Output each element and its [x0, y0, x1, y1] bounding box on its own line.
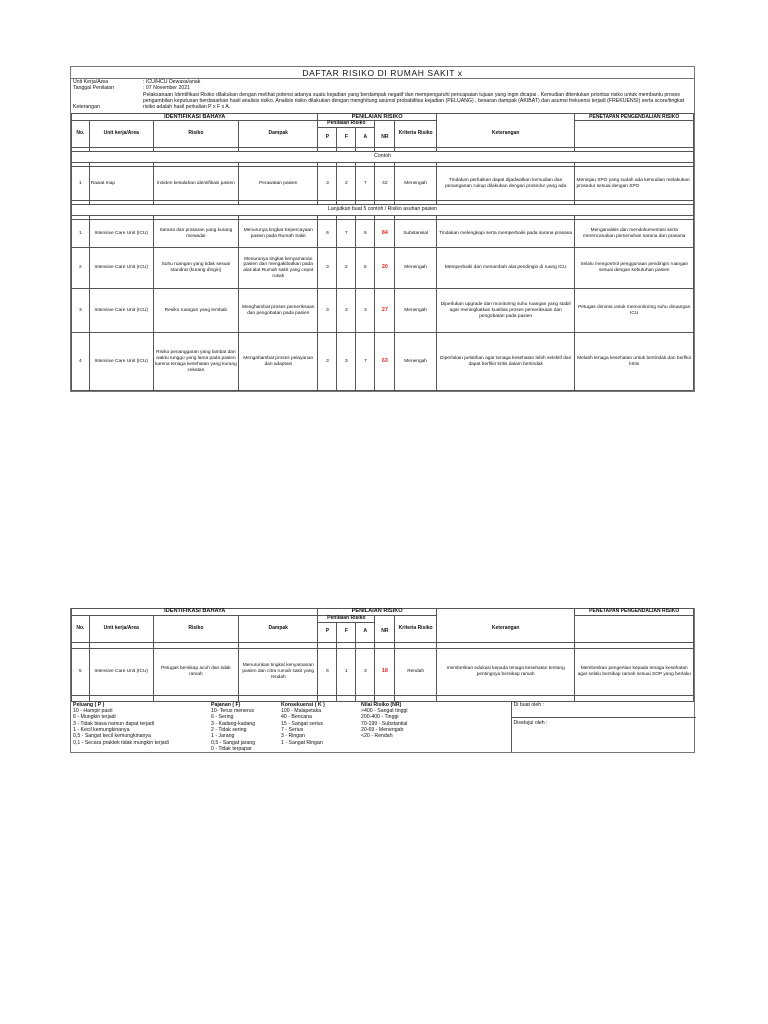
- header-penetapan: PENETAPAN PENGENDALIAN RISIKO: [575, 114, 694, 121]
- header-p: P: [318, 622, 337, 642]
- signoff: [511, 702, 696, 752]
- table-row: 4 Intensive Care Unit (ICU) Risiko penanggaran yang lambat dan waktu tunggu yang lama pada pasien karena tenaga kesehatan yang kurang cekatan Mengahambat proses pelayanan dan adaptasi 3 3 7 63 Menengah Diperlukan pelatihan agar tenaga kesehatan lebih selektif dan dapat berfikir kritis dalam bertindak Melatih tenaga kesehatan untuk bertindak dan berfikir kritis: [72, 333, 694, 391]
- header-identifikasi: IDENTIFIKASI BAHAYA: [72, 609, 318, 616]
- header-unit: Unit kerja/Area: [89, 616, 153, 643]
- document-title: DAFTAR RISIKO DI RUMAH SAKIT x: [71, 67, 694, 79]
- header-penilaian-sub: Penilaian Risiko: [318, 616, 375, 623]
- legend-nilai-risiko: Nilai Risiko (NR) >400 - Sangat tinggi 200-400 - Tinggi 70-199 - Substantial 20-69 - Menengah <20 - Rendah: [361, 701, 408, 740]
- risk-register-sheet-2: [70, 608, 695, 753]
- meta-date: Tanggal Penilaian : 07 November 2021: [73, 85, 191, 92]
- header-kriteria: Kriteria Risiko: [395, 616, 436, 643]
- table-row: 2 Intensive Care Unit (ICU) Suhu ruangan yang tidak sesuai standrat (kurang dingin) Menurunya tingkat kenyamanan pasien dan mengakibatkan pada alat-alat Rumah sakit yang cepat rusak 3 2 5 20 Menengah Memperbaiki dan menambah alat pendingin di ruang ICU Selalu mengontrol penggunaan pendingin ruangan sesuai dengan kebutuhan pasien: [72, 248, 694, 289]
- header-dampak: Dampak: [239, 616, 318, 643]
- header-a: A: [356, 128, 375, 148]
- header-risiko: Risiko: [153, 121, 238, 148]
- header-nr: NR: [375, 128, 395, 148]
- header-keterangan: Keterangan: [436, 121, 575, 148]
- section-lanjutkan: Lanjutkan buat 5 contoh / Risiko asuhan pasien: [72, 205, 694, 216]
- document-meta: [71, 79, 694, 113]
- header-penilaian-sub: Penilaian Risiko: [318, 121, 375, 128]
- header-no: No.: [72, 616, 90, 643]
- header-no: No.: [72, 121, 90, 148]
- nr-value: 20: [375, 248, 395, 289]
- legend-table: [71, 702, 696, 752]
- nr-value: 27: [375, 289, 395, 333]
- signoff-dibuat: Di buat oleh :: [512, 702, 697, 718]
- risk-register-sheet: [70, 66, 695, 392]
- risk-table-2: [71, 608, 694, 702]
- table-row: 3 Intensive Care Unit (ICU) Resiko ruangan yang lembab Menghambat proses pemeriksaan dan pengobatan pada pasien 3 3 3 27 Menengah Diperlukan upgrade dan monitoring suhu ruangan yang stabil agar meningkatkan kualitas proses pemeriksaan dan pengobatan pada pasien Petugas diminta untuk memonitoring suhu diruangan ICU: [72, 289, 694, 333]
- header-unit: Unit kerja/Area: [89, 121, 153, 148]
- header-a: A: [356, 622, 375, 642]
- header-penilaian: PENILAIAN RISIKO: [318, 114, 436, 121]
- legend-konsekuensi: Konsekuensi ( K ) 100 - Malapetaka 40 - Bencana 15 - Sangat serius 7 - Serius 3 - Ringan 1 - Sangat Ringan: [281, 701, 325, 746]
- nr-value: 18: [375, 648, 395, 695]
- header-penetapan: PENETAPAN PENGENDALIAN RISIKO: [575, 609, 694, 616]
- header-f: F: [337, 622, 356, 642]
- nr-value: 84: [375, 220, 395, 248]
- header-identifikasi: IDENTIFIKASI BAHAYA: [72, 114, 318, 121]
- header-p: P: [318, 128, 337, 148]
- signoff-disetujui: Disetujui oleh :: [513, 719, 548, 726]
- meta-description: Keterangan Pelaksanaan Identifikasi Risiko dilakukan dengan melihat potensi adanya suatu kejadian yang berdampak negatif dan mempengaruhi pencapaian tujuan yang ingin dicapai . Kemudian ditentukan prioritas risiko untuk membantu proses pengambilan keputusan berdasarkan hasil analisis risiko. Analisis risiko dilakukan dengan menghitung asumsi probabilitas kejadian (PELUANG) , besaran dampak (AKIBAT) dan asumsi frekuensi terjadi (FREKUENSI) serta score/tingkat risiko adalah hasil perkalian P x F x A.: [73, 91, 685, 111]
- header-keterangan: Keterangan: [436, 616, 575, 643]
- header-nr: NR: [375, 622, 395, 642]
- table-row: 1 Rawat Inap Insiden kesalahan identifikasi pasien Perawatan pasien 3 2 7 42 Menengah Tindakan perbaikan dapat dijadwalkan kemudian dan penanganan cukup dilakukan dengan prosedur yang ada Meninjau SPO yang sudah ada kemudian melakukan prosedur sesuai dengan SPO: [72, 167, 694, 201]
- header-dampak: Dampak: [239, 121, 318, 148]
- section-contoh: Contoh: [72, 152, 694, 163]
- nr-value: 63: [375, 333, 395, 391]
- table-row: 5 Intensive Care Unit (ICU) Petugas bersikap acuh dan tidak ramah Menurunkan tingkat kenyamanan pasien dan citra rumah sakit yang rendah 6 1 3 18 Rendah memberikan edukasi kepada tenaga kesehatan tentang pentingnya bersikap ramah Memberikan pengertian kepada tenaga kesehatan agar selalu bersikap ramah sesuai SOP yang berlaku: [72, 648, 694, 695]
- header-risiko: Risiko: [153, 616, 238, 643]
- legend-peluang: Peluang ( P ) 10 - Hampir pasti 6 - Mungkin terjadi 3 - Tidak biasa namun dapat terjadi 1 - Kecil kemungkinanya 0,5 - Sangat kecil kemungkinanya 0,1 - Secara praktek tidak mungkin terjadi: [73, 701, 169, 746]
- header-f: F: [337, 128, 356, 148]
- risk-table: [71, 113, 694, 391]
- header-penilaian: PENILAIAN RISIKO: [318, 609, 436, 616]
- header-kriteria: Kriteria Risiko: [395, 121, 436, 148]
- table-row: 1 Intensive Care Unit (ICU) Sarana dan prasaran yang kurang mewadai Menurunya tingkat Kepercayaan pasien pada Rumah Sakit 6 7 8 84 Substansial Tindakan melengkapi serta memperbaiki pada sarana prasana Menganalisis dan mendokumentasi serta merencanakan pemenuhan sarana dan prasana: [72, 220, 694, 248]
- legend-pajanan: Pajanan ( F) 10- Terus menerus 6 - Sering 3 - Kadang-kadang 2 - Tidak sering 1 - Jarang 0,5 - Sangat jarang 0 - Tidak terpapar: [211, 701, 256, 752]
- meta-unit: Unit Kerja/Area : ICU/HCU Dewasa/anak: [73, 79, 201, 85]
